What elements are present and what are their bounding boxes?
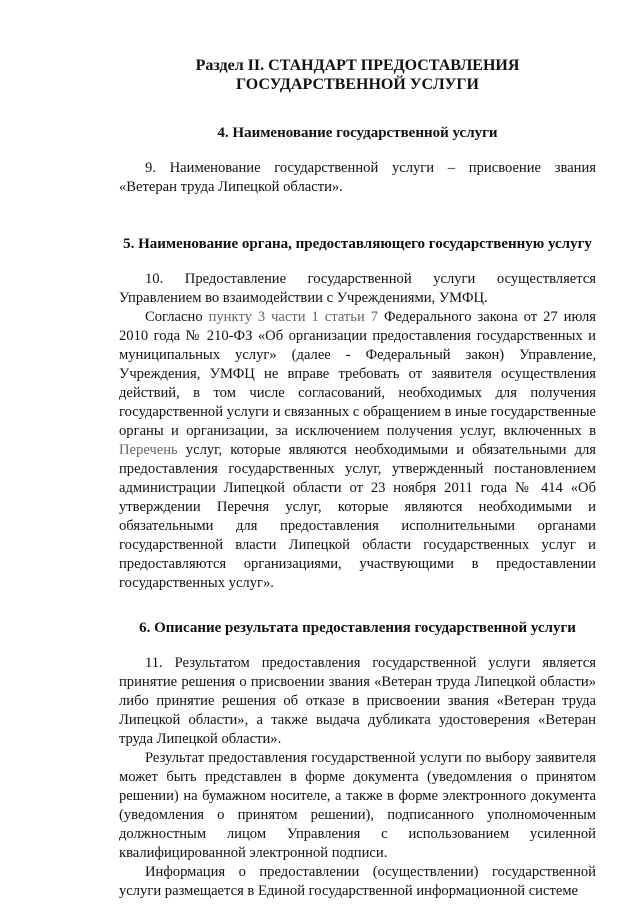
heading-4: 4. Наименование государственной услуги bbox=[217, 125, 498, 141]
section-title: Раздел II. СТАНДАРТ ПРЕДОСТАВЛЕНИЯ ГОСУДАРСТВЕННОЙ УСЛУГИ bbox=[195, 57, 520, 93]
text-part: Федерального закона от 27 июля 2010 года № 210-ФЗ «Об организации предоставления государственных и муниципальных услуг» (далее - Федеральный закон) Управление, Учреждения, УМФЦ не вправе требовать от заявителя осуществления действий, в том числе согласований, необходимых для получения государственной услуги и связанных с обращением в иные государственные органы и организации, за исключением получения услуг, включенных в bbox=[119, 309, 596, 439]
paragraph-10: 10. Предоставление государственной услуги осуществляется Управлением во взаимодействии с Учреждениями, УМФЦ. bbox=[119, 271, 596, 306]
heading-6: 6. Описание результата предоставления государственной услуги bbox=[139, 620, 576, 636]
spacer bbox=[119, 593, 596, 619]
text-part: Согласно bbox=[145, 309, 209, 325]
paragraph-11-information: Информация о предоставлении (осуществлении) государственной услуги размещается в Единой государственной информационной системе bbox=[119, 864, 596, 899]
paragraph-9: 9. Наименование государственной услуги – присвоение звания «Ветеран труда Липецкой области». bbox=[119, 160, 596, 195]
law-reference-link[interactable]: пункту 3 части 1 статьи 7 bbox=[208, 309, 379, 325]
list-reference-link[interactable]: Перечень bbox=[119, 442, 178, 458]
paragraph-11: 11. Результатом предоставления государственной услуги является принятие решения о присвоении звания «Ветеран труда Липецкой области» либо принятие решения об отказе в присвоении звания «Ветеран труда Липецкой области», а также выдача дубликата удостоверения «Ветеран труда Липецкой области». bbox=[119, 655, 596, 747]
paragraph-10-continued bbox=[119, 308, 596, 593]
text-part: услуг, которые являются необходимыми и обязательными для предоставления государственных услуг, утвержденный постановлением администрации Липецкой области от 23 ноября 2011 года № 414 «Об утверждении Перечня услуг, которые являются необходимыми и обязательными для предоставления исполнительными органами государственной власти Липецкой области государственных услуг и предоставляются организациями, участвующими в предоставлении государственных услуг». bbox=[119, 442, 596, 591]
paragraph-11-result-form: Результат предоставления государственной услуги по выбору заявителя может быть представлен в форме документа (уведомления о принятом решении) на бумажном носителе, а также в форме электронного документа (уведомления о принятом решении), подписанного уполномоченным должностным лицом Управления с использованием усиленной квалифицированной электронной подписи. bbox=[119, 750, 596, 861]
spacer bbox=[119, 197, 596, 235]
spacer bbox=[119, 143, 596, 159]
spacer bbox=[119, 638, 596, 654]
spacer bbox=[119, 254, 596, 270]
heading-5: 5. Наименование органа, предоставляющего государственную услугу bbox=[123, 236, 592, 252]
